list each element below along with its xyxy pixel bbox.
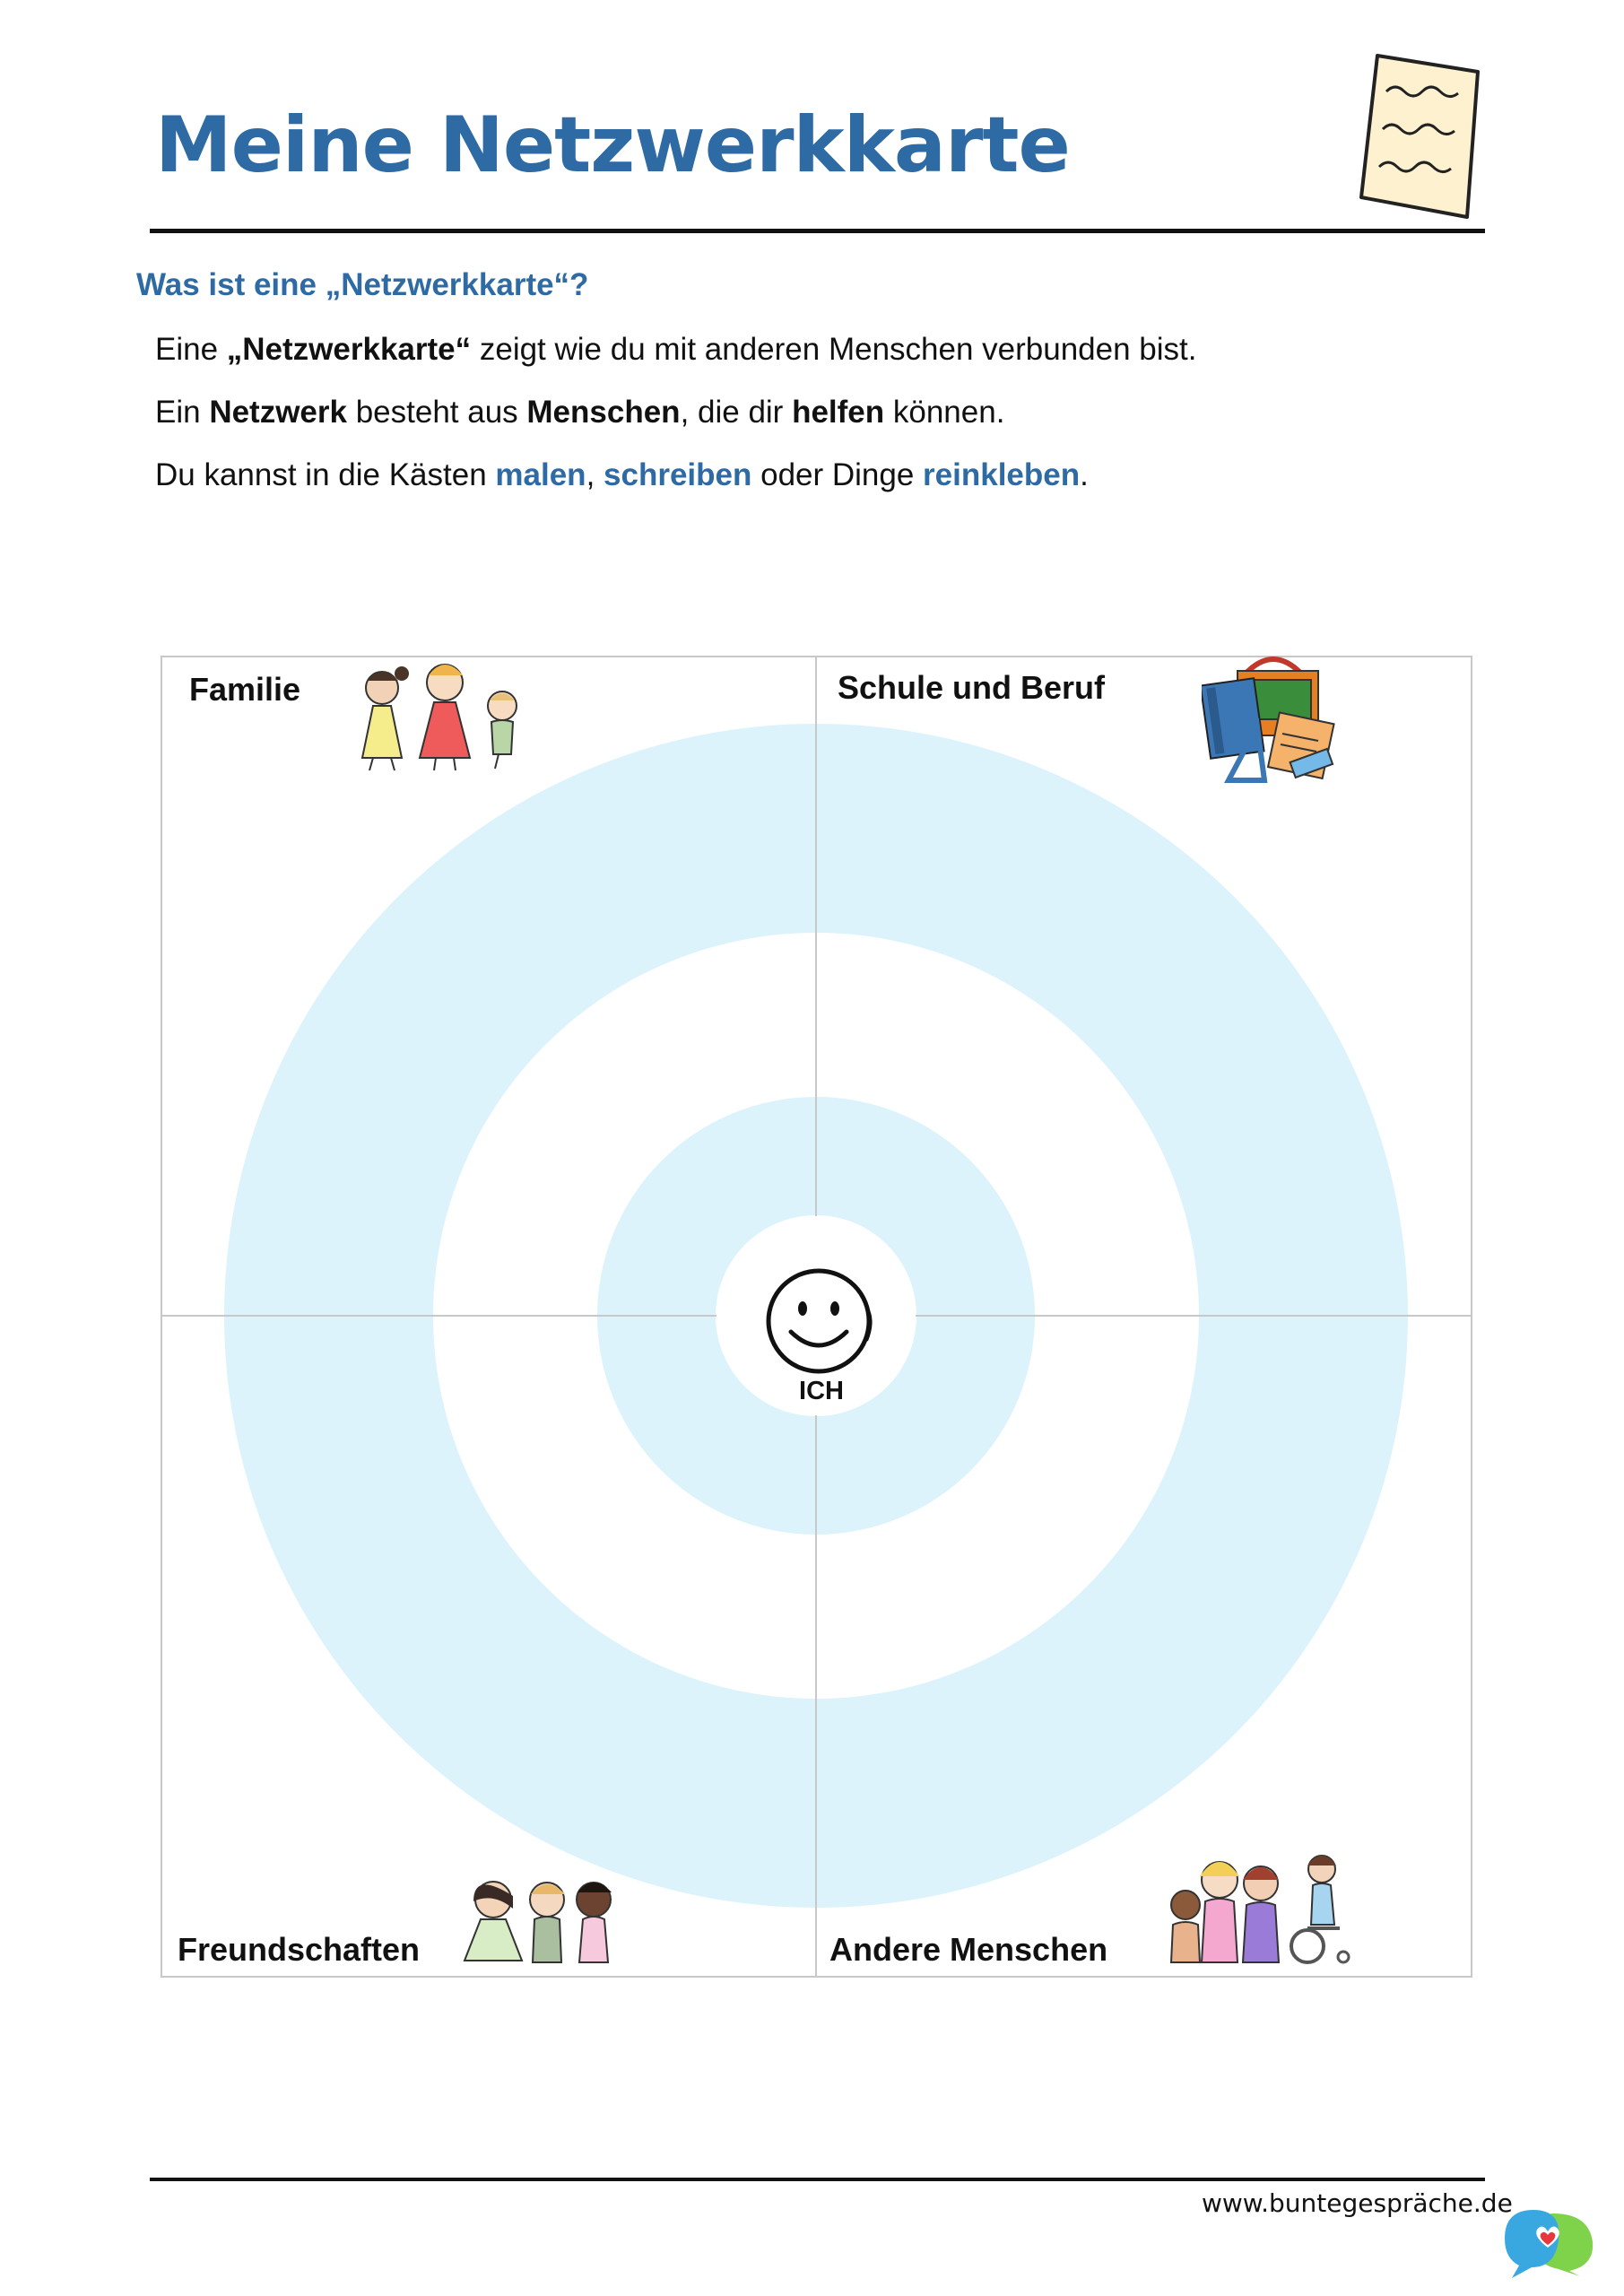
smiley-face-icon [769,1271,872,1371]
quadrant-label-friends: Freundschaften [178,1931,421,1968]
diverse-people-icon [1164,1849,1357,1966]
school-supplies-icon [1202,655,1345,789]
page-title: Meine Netzwerkkarte [155,100,1070,190]
quadrant-label-school: Schule und Beruf [838,669,1106,706]
intro-line-3: Du kannst in die Kästen malen, schreiben oder Dinge reinkleben. [155,457,1089,492]
family-figures-icon [357,659,527,771]
intro-heading: Was ist eine „Netzwerkkarte“? [136,267,589,302]
quadrant-label-others: Andere Menschen [829,1931,1108,1968]
intro-line-2: Ein Netzwerk besteht aus Menschen, die dir helfen können. [155,395,1005,430]
footer-url: www.buntegespräche.de [1202,2188,1513,2218]
friends-figures-icon [459,1873,621,1967]
network-map [161,656,1472,1978]
center-label: ICH [799,1377,844,1405]
intro-line-1: Eine „Netzwerkkarte“ zeigt wie du mit anderen Menschen verbunden bist. [155,332,1197,367]
quadrant-label-family: Familie [189,671,301,708]
speech-bubbles-heart-logo [1503,2205,1596,2278]
header-rule [150,229,1485,233]
footer-rule [150,2178,1485,2181]
handwritten-note-icon [1352,47,1487,226]
